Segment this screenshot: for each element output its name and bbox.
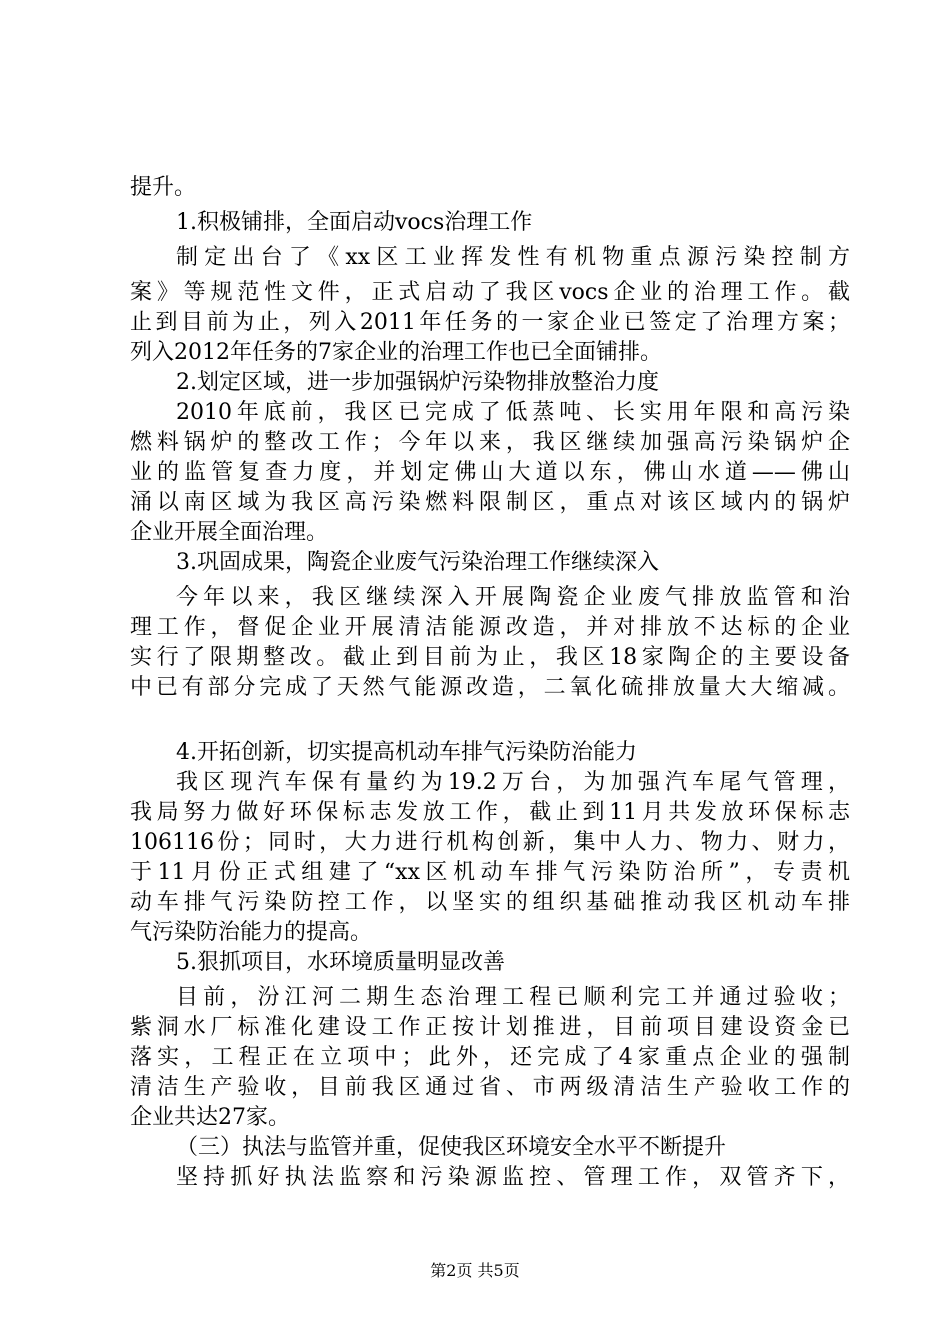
text-line: 理工作，督促企业开展清洁能源改造，并对排放不达标的企业 — [130, 615, 850, 640]
text-line: 企业开展全面治理。 — [130, 520, 329, 545]
text-line: 坚持抓好执法监察和污染源监控、管理工作，双管齐下， — [176, 1165, 850, 1190]
text-line: 2010年底前，我区已完成了低蒸吨、长实用年限和高污染 — [176, 400, 850, 425]
text-line: 紫洞水厂标准化建设工作正按计划推进，目前项目建设资金已 — [130, 1015, 850, 1040]
text-line: 今年以来，我区继续深入开展陶瓷企业废气排放监管和治 — [176, 585, 850, 610]
text-line: 制定出台了《xx区工业挥发性有机物重点源污染控制方 — [176, 245, 850, 270]
text-line: 于11月份正式组建了“xx区机动车排气污染防治所”，专责机 — [130, 860, 850, 885]
text-line: 企业共达27家。 — [130, 1105, 290, 1130]
section-heading: 4.开拓创新，切实提高机动车排气污染防治能力 — [176, 740, 637, 765]
text-line: 我区现汽车保有量约为19.2万台，为加强汽车尾气管理， — [176, 770, 850, 795]
text-line: 实行了限期整改。截止到目前为止，我区18家陶企的主要设备 — [130, 645, 850, 670]
section-heading: 1.积极铺排，全面启动vocs治理工作 — [176, 210, 533, 235]
section-heading: 2.划定区域，进一步加强锅炉污染物排放整治力度 — [176, 370, 659, 395]
text-line: 涌以南区域为我区高污染燃料限制区，重点对该区域内的锅炉 — [130, 490, 850, 515]
text-line: 中已有部分完成了天然气能源改造，二氧化硫排放量大大缩减。 — [130, 675, 850, 700]
page-number-footer: 第2页 共5页 — [430, 1261, 520, 1280]
text-line: 案》等规范性文件，正式启动了我区vocs企业的治理工作。截 — [130, 280, 850, 305]
text-line: 我局努力做好环保标志发放工作，截止到11月共发放环保标志 — [130, 800, 850, 825]
text-line: 业的监管复查力度，并划定佛山大道以东，佛山水道——佛山 — [130, 460, 850, 485]
text-line: 列入2012年任务的7家企业的治理工作也已全面铺排。 — [130, 340, 662, 365]
text-line: 目前，汾江河二期生态治理工程已顺利完工并通过验收； — [176, 985, 850, 1010]
text-line: 落实，工程正在立项中；此外，还完成了4家重点企业的强制 — [130, 1045, 850, 1070]
text-line: 止到目前为止，列入2011年任务的一家企业已签定了治理方案； — [130, 310, 850, 335]
text-line: 清洁生产验收，目前我区通过省、市两级清洁生产验收工作的 — [130, 1075, 850, 1100]
text-line: 气污染防治能力的提高。 — [130, 920, 373, 945]
text-line: 燃料锅炉的整改工作；今年以来，我区继续加强高污染锅炉企 — [130, 430, 850, 455]
section-heading: 5.狠抓项目，水环境质量明显改善 — [176, 950, 505, 975]
text-line: 106116份；同时，大力进行机构创新，集中人力、物力、财力， — [130, 830, 850, 855]
text-line: 提升。 — [130, 175, 197, 200]
section-heading: 3.巩固成果，陶瓷企业废气污染治理工作继续深入 — [176, 550, 659, 575]
text-line: 动车排气污染防控工作，以坚实的组织基础推动我区机动车排 — [130, 890, 850, 915]
section-heading: （三）执法与监管并重，促使我区环境安全水平不断提升 — [176, 1135, 727, 1160]
